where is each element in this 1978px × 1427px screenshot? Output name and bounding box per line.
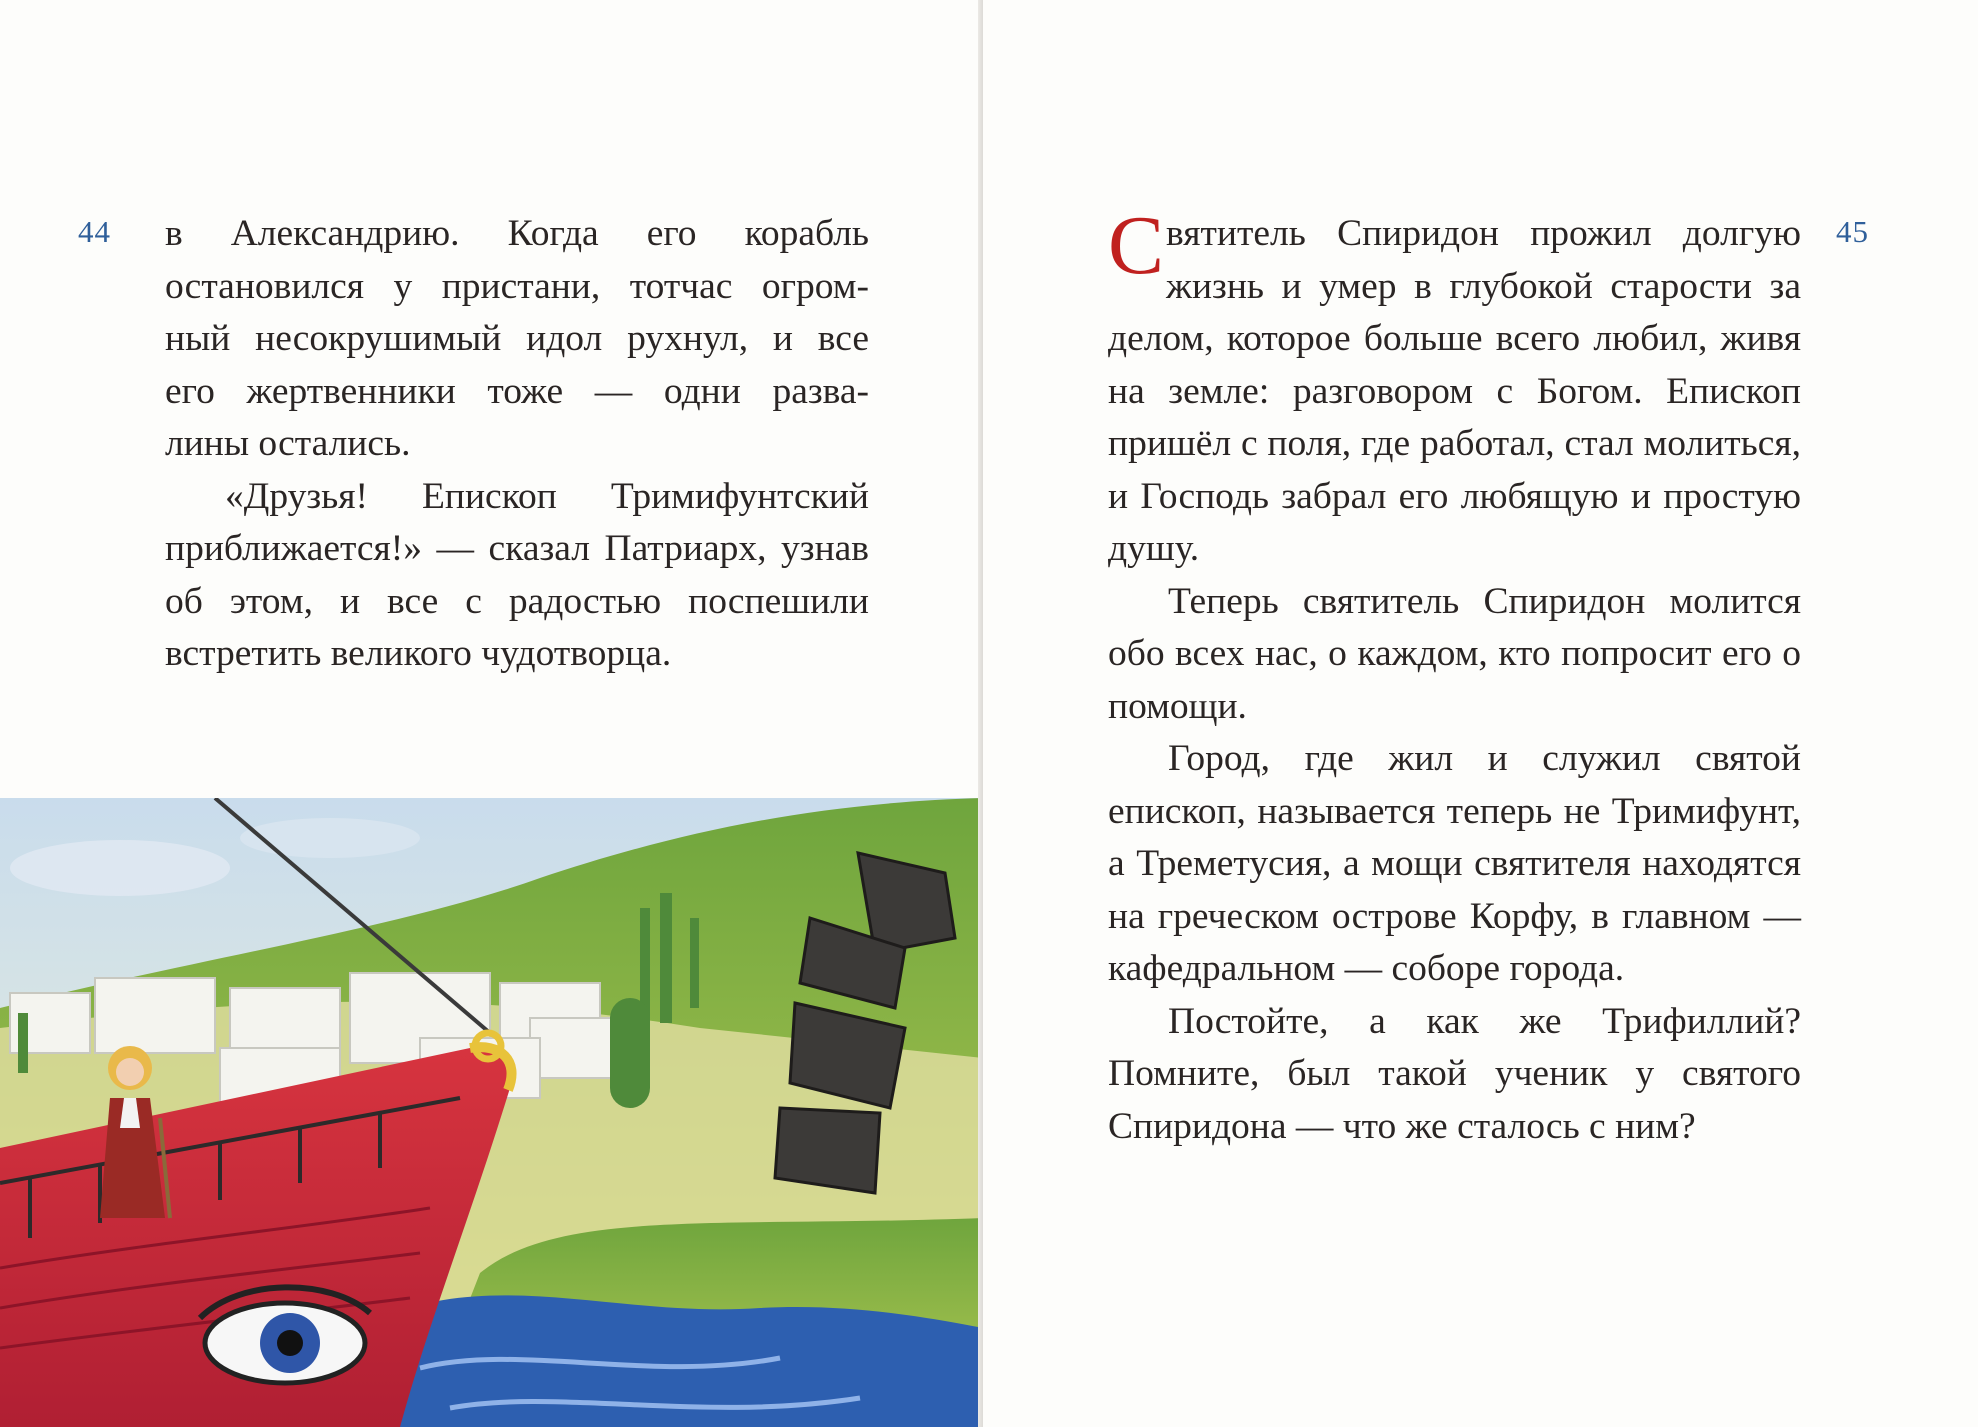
left-page: [0, 0, 983, 1427]
left-line-3: ный несокрушимый идол рухнул, и все: [165, 318, 869, 359]
left-line-5: лины остались.: [165, 423, 411, 464]
right-paragraph-3: Город, где жил и служил святой епископ, называется теперь не Тримифунт, а Треметусия, а мощи святителя находятся на греческом острове Корфу, в главном — кафедральном — соборе города.: [1108, 738, 1801, 989]
page-number-right: 45: [1836, 214, 1869, 249]
right-paragraph-1-body: вятитель Спиридон прожил долгую жизнь и умер в глубокой старости за делом, которое больше всего любил, живя на земле: разговором с Богом. Епископ пришёл с поля, где работал, стал молиться, и Господь забрал его любящую и простую душу.: [1108, 213, 1801, 569]
page-number-left: 44: [78, 214, 111, 249]
right-paragraph-4: Постойте, а как же Трифиллий? Помните, был такой ученик у святого Спиридона — что же сталось с ним?: [1108, 1000, 1801, 1147]
left-paragraph-2: «Друзья! Епископ Тримифунтский приближается!» — сказал Патриарх, узнав об этом, и все с радостью поспешили встретить великого чудотворца.: [165, 475, 869, 674]
right-paragraph-1: [1108, 199, 1801, 576]
right-page-text: [1108, 199, 1801, 1153]
left-page-text: [165, 208, 869, 681]
dropcap: С: [1108, 199, 1165, 292]
ship-illustration: [0, 798, 983, 1427]
left-line-4: его жертвенники тоже — одни разва-: [165, 370, 869, 412]
right-page: [983, 0, 1978, 1427]
right-paragraph-2: Теперь святитель Спиридон молится обо всех нас, о каждом, кто попросит его о помощи.: [1108, 580, 1801, 727]
left-line-2: остановился у пристани, тотчас огром-: [165, 265, 869, 307]
left-line-1: в Александрию. Когда его корабль: [165, 213, 869, 254]
